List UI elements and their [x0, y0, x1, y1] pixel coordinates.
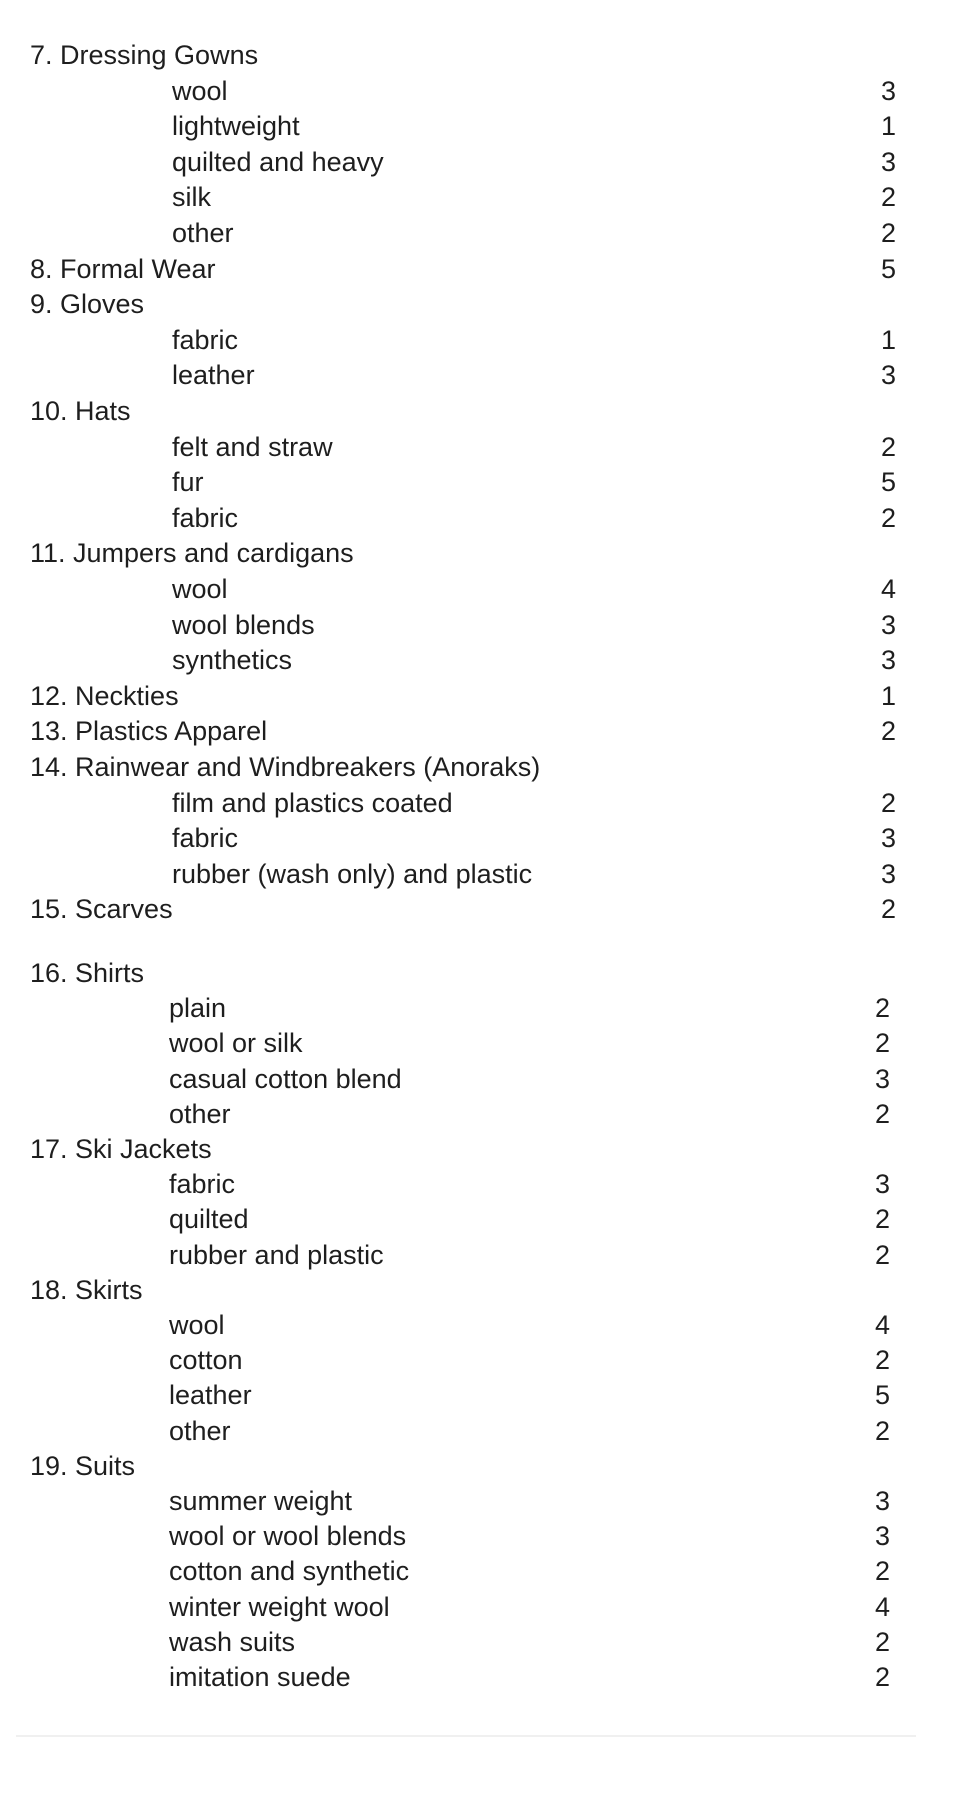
subcategory-row	[0, 785, 976, 821]
subcategory-row	[0, 1201, 976, 1237]
category-row	[0, 1272, 976, 1308]
subcategory-row	[0, 1377, 976, 1413]
rating-value: 3	[874, 1063, 890, 1094]
rating-value: 2	[880, 431, 896, 462]
rating-value: 2	[874, 1556, 890, 1587]
subcategory-row	[0, 215, 976, 251]
subcategory-label: other	[172, 218, 234, 248]
category-label: 7. Dressing Gowns	[30, 40, 259, 70]
rating-value: 3	[880, 645, 896, 676]
rating-value: 5	[880, 467, 896, 498]
subcategory-label: film and plastics coated	[172, 787, 453, 818]
rating-value: 2	[874, 1028, 890, 1059]
subcategory-label: quilted	[169, 1204, 249, 1235]
subcategory-label: wool or wool blends	[169, 1521, 407, 1552]
subcategory-row	[0, 1342, 976, 1378]
rating-value: 4	[880, 574, 896, 604]
category-row	[0, 1131, 976, 1167]
subcategory-label: wool blends	[172, 609, 315, 640]
subcategory-row	[0, 73, 976, 109]
rating-value: 4	[874, 1591, 890, 1622]
subcategory-label: wool	[172, 75, 228, 106]
rating-value: 2	[874, 1626, 890, 1657]
subcategory-label: other	[169, 1098, 231, 1129]
rating-value: 1	[880, 111, 896, 142]
rating-value: 2	[874, 1345, 890, 1376]
subcategory-row	[0, 144, 976, 180]
category-row	[0, 251, 976, 287]
category-row	[0, 891, 976, 927]
rating-value: 3	[880, 609, 896, 640]
subcategory-label: wool or silk	[169, 1028, 303, 1059]
subcategory-row	[0, 464, 976, 500]
subcategory-label: fabric	[172, 823, 239, 854]
rating-value: 1	[880, 680, 896, 711]
subcategory-row	[0, 1553, 976, 1589]
subcategory-label: winter weight wool	[169, 1591, 390, 1622]
subcategory-row	[0, 429, 976, 465]
subcategory-row	[0, 1483, 976, 1519]
subcategory-row	[0, 357, 976, 393]
subcategory-label: summer weight	[169, 1486, 353, 1516]
category-label: 8. Formal Wear	[30, 253, 216, 284]
subcategory-row	[0, 642, 976, 678]
category-row	[0, 749, 976, 785]
subcategory-row	[0, 1518, 976, 1554]
category-label: 10. Hats	[30, 396, 131, 426]
rating-value: 2	[874, 1098, 890, 1129]
category-row	[0, 955, 976, 991]
rating-value: 2	[874, 1662, 890, 1692]
subcategory-label: fabric	[172, 502, 239, 533]
rating-value: 2	[880, 218, 896, 248]
subcategory-label: fabric	[169, 1169, 236, 1200]
rating-value: 2	[874, 1239, 890, 1270]
category-row	[0, 535, 976, 571]
rating-value: 4	[874, 1310, 890, 1340]
subcategory-row	[0, 1096, 976, 1132]
category-label: 14. Rainwear and Windbreakers (Anoraks)	[30, 752, 541, 782]
subcategory-label: lightweight	[172, 111, 300, 142]
subcategory-label: wool	[172, 574, 228, 604]
subcategory-row	[0, 607, 976, 643]
subcategory-label: plain	[169, 993, 227, 1024]
rating-value: 2	[880, 716, 896, 747]
subcategory-row	[0, 1061, 976, 1097]
subcategory-row	[0, 322, 976, 358]
subcategory-row	[0, 1659, 976, 1695]
subcategory-row	[0, 820, 976, 856]
scan-edge-line	[16, 1735, 916, 1737]
category-label: 19. Suits	[30, 1450, 136, 1481]
subcategory-row	[0, 1166, 976, 1202]
category-row	[0, 286, 976, 322]
subcategory-label: wool	[169, 1310, 225, 1340]
subcategory-row	[0, 500, 976, 536]
rating-value: 3	[880, 146, 896, 177]
category-label: 12. Neckties	[30, 680, 179, 711]
category-row	[0, 713, 976, 749]
rating-value: 2	[880, 894, 896, 925]
category-label: 9. Gloves	[30, 289, 145, 320]
subcategory-label: imitation suede	[169, 1662, 351, 1692]
subcategory-row	[0, 856, 976, 892]
rating-value: 3	[880, 858, 896, 889]
subcategory-row	[0, 1413, 976, 1449]
subcategory-label: leather	[172, 360, 255, 391]
subcategory-label: silk	[172, 182, 211, 213]
subcategory-row	[0, 1589, 976, 1625]
subcategory-label: other	[169, 1415, 231, 1446]
subcategory-row	[0, 108, 976, 144]
category-label: 13. Plastics Apparel	[30, 716, 268, 747]
rating-value: 2	[874, 1204, 890, 1235]
category-row	[0, 678, 976, 714]
rating-value: 3	[880, 360, 896, 391]
subcategory-row	[0, 1025, 976, 1061]
rating-value: 5	[874, 1380, 890, 1411]
subcategory-label: rubber (wash only) and plastic	[172, 858, 533, 889]
subcategory-label: quilted and heavy	[172, 146, 384, 177]
rating-value: 1	[880, 324, 896, 355]
category-row	[0, 393, 976, 429]
subcategory-row	[0, 179, 976, 215]
rating-value: 5	[880, 253, 896, 284]
subcategory-row	[0, 1624, 976, 1660]
rating-value: 2	[880, 182, 896, 213]
category-label: 15. Scarves	[30, 894, 173, 925]
category-row	[0, 37, 976, 73]
subcategory-label: fabric	[172, 324, 239, 355]
rating-value: 3	[874, 1486, 890, 1516]
category-label: 11. Jumpers and cardigans	[30, 538, 354, 569]
subcategory-label: wash suits	[169, 1626, 296, 1657]
subcategory-row	[0, 990, 976, 1026]
rating-value: 2	[880, 787, 896, 818]
subcategory-label: felt and straw	[172, 431, 333, 462]
rating-value: 3	[880, 75, 896, 106]
category-label: 17. Ski Jackets	[30, 1134, 212, 1164]
subcategory-row	[0, 571, 976, 607]
rating-value: 3	[880, 823, 896, 854]
rating-value: 3	[874, 1521, 890, 1552]
subcategory-label: rubber and plastic	[169, 1239, 384, 1270]
category-label: 16. Shirts	[30, 958, 145, 988]
subcategory-label: fur	[172, 467, 204, 498]
subcategory-label: leather	[169, 1380, 252, 1411]
rating-value: 3	[874, 1169, 890, 1200]
subcategory-row	[0, 1237, 976, 1273]
subcategory-label: cotton and synthetic	[169, 1556, 410, 1587]
subcategory-label: casual cotton blend	[169, 1063, 402, 1094]
rating-value: 2	[880, 502, 896, 533]
subcategory-label: synthetics	[172, 645, 293, 676]
rating-value: 2	[874, 1415, 890, 1446]
category-row	[0, 1448, 976, 1484]
subcategory-label: cotton	[169, 1345, 243, 1376]
rating-value: 2	[874, 993, 890, 1024]
category-label: 18. Skirts	[30, 1274, 143, 1305]
subcategory-row	[0, 1307, 976, 1343]
